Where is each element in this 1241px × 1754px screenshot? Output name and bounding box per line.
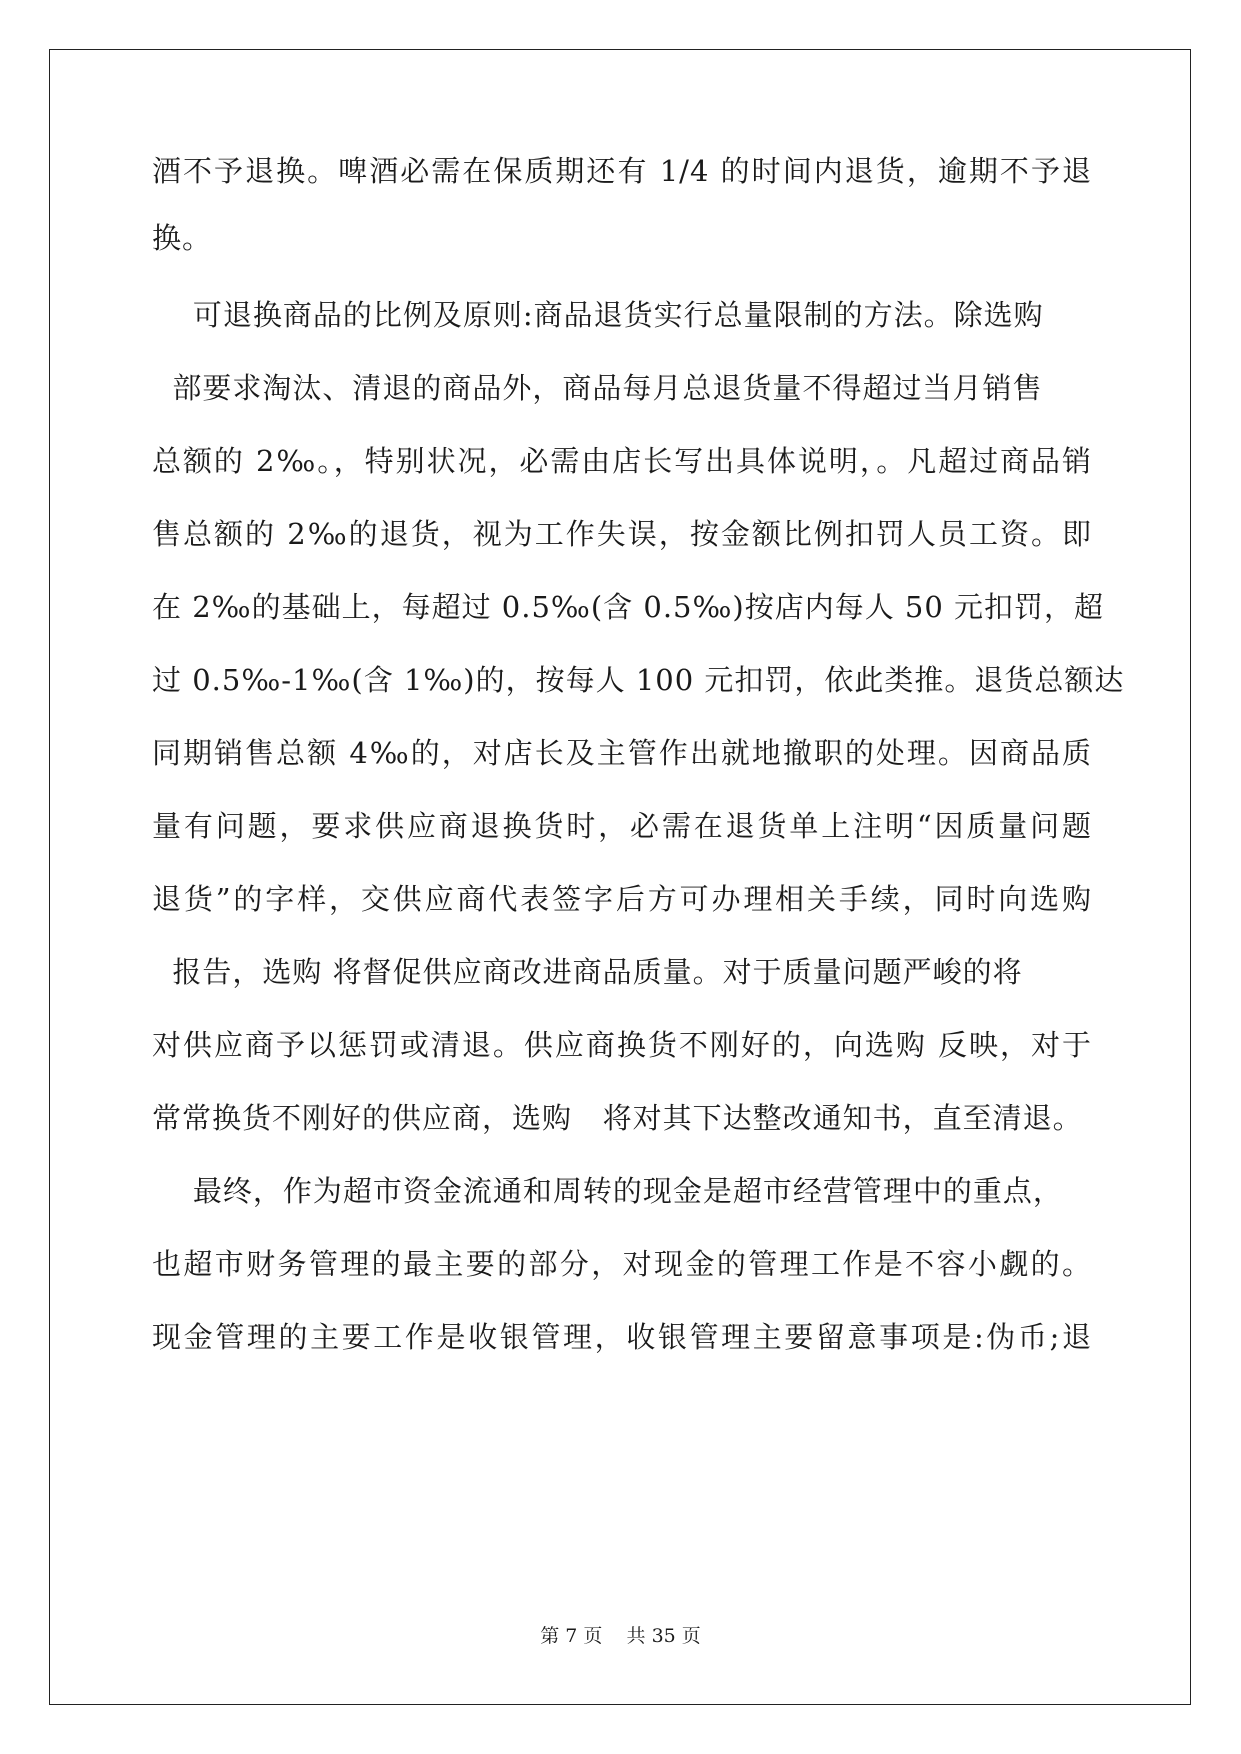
text-line: 过 0.5‰-1‰(含 1‰)的，按每人 100 元扣罚，依此类推。退货总额达 xyxy=(152,663,1125,697)
text-line: 也超市财务管理的最主要的部分，对现金的管理工作是不容小觑的。 xyxy=(152,1247,1092,1281)
text-line: 量有问题，要求供应商退换货时，必需在退货单上注明“因质量问题 xyxy=(152,809,1092,843)
text-line: 常常换货不刚好的供应商，选购 将对其下达整改通知书，直至清退。 xyxy=(152,1101,1083,1135)
text-line: 报告，选购 将督促供应商改进商品质量。对于质量问题严峻的将 xyxy=(152,955,1023,989)
text-line: 同期销售总额 4‰的，对店长及主管作出就地撤职的处理。因商品质 xyxy=(152,736,1092,770)
text-line: 酒不予退换。啤酒必需在保质期还有 1/4 的时间内退货，逾期不予退 xyxy=(152,154,1092,188)
text-line: 部要求淘汰、清退的商品外，商品每月总退货量不得超过当月销售 xyxy=(152,371,1043,405)
text-line: 退货”的字样，交供应商代表签字后方可办理相关手续，同时向选购 xyxy=(152,882,1092,916)
text-line: 现金管理的主要工作是收银管理，收银管理主要留意事项是:伪币;退 xyxy=(152,1320,1092,1354)
text-line: 可退换商品的比例及原则:商品退货实行总量限制的方法。除选购 xyxy=(152,298,1044,332)
text-line: 对供应商予以惩罚或清退。供应商换货不刚好的，向选购 反映，对于 xyxy=(152,1028,1092,1062)
text-line: 最终，作为超市资金流通和周转的现金是超市经营管理中的重点， xyxy=(152,1174,1063,1208)
page-number-footer: 第 7 页 共 35 页 xyxy=(540,1625,701,1647)
text-line: 换。 xyxy=(152,221,213,255)
text-line: 售总额的 2‰的退货，视为工作失误，按金额比例扣罚人员工资。即 xyxy=(152,517,1092,551)
text-line: 总额的 2‰。，特别状况，必需由店长写出具体说明，。凡超过商品销 xyxy=(152,444,1092,478)
text-line: 在 2‰的基础上，每超过 0.5‰(含 0.5‰)按店内每人 50 元扣罚，超 xyxy=(152,590,1105,624)
